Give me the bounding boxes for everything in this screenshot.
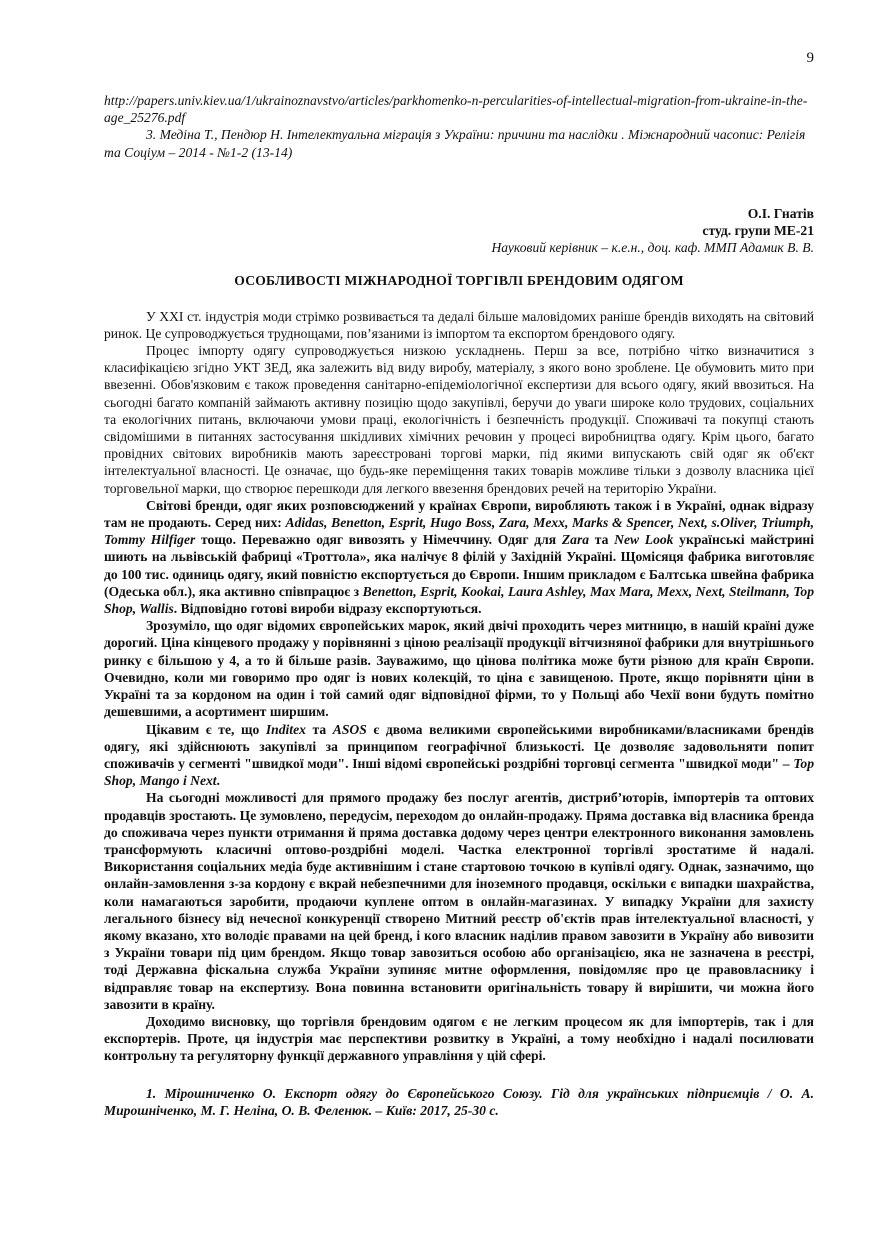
author-block: [104, 205, 814, 257]
reference-url: http://papers.univ.kiev.ua/1/ukrainoznavstvo/articles/parkhomenko-n-percularities-of-intellectual-migration-from-ukraine-in-the-age_25276.pdf: [104, 93, 808, 126]
paragraph-3: Світові бренди, одяг яких розповсюджений у країнах Європи, виробляють також і в Україні, однак відразу там не продають. Серед них: Adidas, Benetton, Esprit, Hugo Boss, Zara, Mexx, Marks & Spencer, Next, s.Oliver, Triumph, Tommy Hilfiger тощо. Переважно одяг вивозять у Німеччину. Одяг для Zara та New Look українські майстрині шиють на львівській фабриці «Троттола», яка налічує 8 філій у Західній Україні. Щомісяця фабрика виготовляє до 100 тис. одиниць одягу, який повністю експортується до Європи. Іншим прикладом є Балтська швейна фабрика (Одеська обл.), яка активно співпрацює з Benetton, Esprit, Kookai, Laura Ashley, Max Mara, Mexx, Next, Steilmann, Top Shop, Wallis. Відповідно готові вироби відразу експортуються.: [104, 497, 815, 617]
supervisor: Науковий керівник – к.е.н., доц. каф. ММП Адамик В. В.: [491, 240, 814, 256]
article-title: ОСОБЛИВОСТІ МІЖНАРОДНОЇ ТОРГІВЛІ БРЕНДОВИМ ОДЯГОМ: [234, 273, 684, 289]
reference-1: 1. Мірошниченко О. Експорт одягу до Європейського Союзу. Гід для українських підприємців / О. А. Мирошніченко, М. Г. Неліна, О. В. Феленюк. – Київ: 2017, 25-30 с.: [104, 1085, 814, 1118]
document-page: [104, 52, 814, 1133]
paragraph-4: Зрозуміло, що одяг відомих європейських марок, який двічі проходить через митницю, в нашій країні дуже дорогий. Ціна кінцевого продажу у порівнянні з ціною реалізації продукції вітчизняної фабрики для внутрішнього ринку є більшою у 4, а то й більше разів. Зауважимо, що цінова політика може бути різною для країн Європи. Очевидно, коли ми говоримо про одяг із нових колекцій, то ціна є завищеною. Проте, якщо порівняти ціни в Україні та за кордоном на один і той самий одяг відповідної фірми, то у Польщі або Чехії вони будуть помітно дешевшими, а асортимент ширшим.: [104, 618, 814, 720]
brand-inditex: Inditex: [265, 721, 306, 737]
author-name: О.І. Гнатів: [747, 205, 814, 221]
brand-zara: Zara: [561, 532, 590, 548]
paragraph-2: Процес імпорту одягу супроводжується низкою ускладнень. Перш за все, потрібно чітко визначитися з класифікацією згідно УКТ ЗЕД, яка залежить від виду виробу, матеріалу, з якого воно зроблене. Це обумовить мито при ввезенні. Обов'язковим є також проведення санітарно-епідеміологічної експертизи для всього одягу, який ввозиться. На сьогодні багато компаній займають активну позицію щодо закупівлі, беручи до уваги широке коло трудових, соціальних та екологічних питань, включаючи умови праці, екологічність і безпечність продукції. Споживачі та покупці стають свідомішими в питаннях застосування шкідливих хімічних речовин у процесі виробництва одягу. Крім цього, багато провідних світових виробників мають зареєстровані торгові марки, під якими випускають свій одяг як об'єкт інтелектуальної власності. Це означає, що будь-яке переміщення таких товарів можливе тільки з дозволу власника цієї торговельної марки, що створює перешкоди для легкого ввезення брендових речей на територію України.: [104, 343, 814, 496]
paragraph-5: Цікавим є те, що Inditex та ASOS є двома великими європейськими виробниками/власниками брендів одягу, які здійснюють закупівлі за принципом географічної близькості. Це дозволяє задовольняти попит споживачів у сегменті "швидкої моди". Інші відомі європейські роздрібні торговці сегмента "швидкої моди" – Top Shop, Mango і Next.: [104, 721, 815, 789]
paragraph-7: Доходимо висновку, що торгівля брендовим одягом є не легким процесом як для імпортерів, так і для експортерів. Проте, ця індустрія має перспективи розвитку в Україні, а тому необхідно і надалі посилювати контрольну та регуляторну функції державного управління у цій сфері.: [104, 1013, 814, 1064]
brand-list-1: Adidas, Benetton, Esprit, Hugo Boss, Zara, Mexx, Marks & Spencer, Next, s.Oliver, Triumph, Tommy Hilfiger: [104, 515, 814, 548]
brand-new-look: New Look: [614, 532, 674, 548]
paragraph-1: У XXI ст. індустрія моди стрімко розвивається та дедалі більше маловідомих раніше брендів виходять на світовий ринок. Це супроводжується труднощами, пов’язаними із імпортом та експортом брендового одягу.: [104, 308, 814, 341]
author-group: студ. групи МЕ-21: [702, 223, 814, 239]
reference-3: 3. Медіна Т., Пендюр Н. Інтелектуальна міграція з України: причини та наслідки . Міжнародний часопис: Релігія та Соціум – 2014 - №1-2 (13-14): [104, 127, 806, 160]
brand-list-3: Top Shop, Mango і Next: [104, 755, 814, 789]
brand-list-2: Benetton, Esprit, Kookai, Laura Ashley, Max Mara, Mexx, Next, Steilmann, Top Shop, Wallis: [104, 583, 814, 617]
paragraph-6: На сьогодні можливості для прямого продажу без послуг агентів, дистриб’юторів, імпортерів та оптових продавців зростають. Це зумовлено, передусім, переходом до онлайн-продажу. Пряма доставка від власника бренда до споживача через пункти отримання й пряма доставка додому через центри електронного виконання замовлень трансформують класичні оптово-роздрібні моделі. Частка електронної торгівлі зростатиме й надалі. Використання соціальних медіа буде активнішим і стане стартовою точкою в купівлі одягу. Однак, зазначимо, що онлайн-замовлення з-за кордону є вкрай небезпечними для іноземного продавця, оскільки є випадки шахрайства, коли намагаються заробити, продаючи куплене оптом в онлайн-магазинах. У випадку України для захисту легального бізнесу від нечесної конкуренції створено Митний реєстр об'єктів прав інтелектуальної власності, у якому вказано, хто володіє правами на цей бренд, і кого власник наділив правом завозити в Україну або вивозити з України товари під цим брендом. Якщо товар завозиться особою або організацією, яка не зазначена в реєстрі, тоді Державна фіскальна служба України зупиняє митне оформлення, повідомляє про це правовласнику і відправляє товар на експертизу. Вона повинна встановити оригінальність товару й вирішити, чи можна його завозити в країну.: [104, 790, 814, 1012]
brand-asos: ASOS: [332, 721, 367, 737]
page-number: 9: [806, 50, 814, 66]
